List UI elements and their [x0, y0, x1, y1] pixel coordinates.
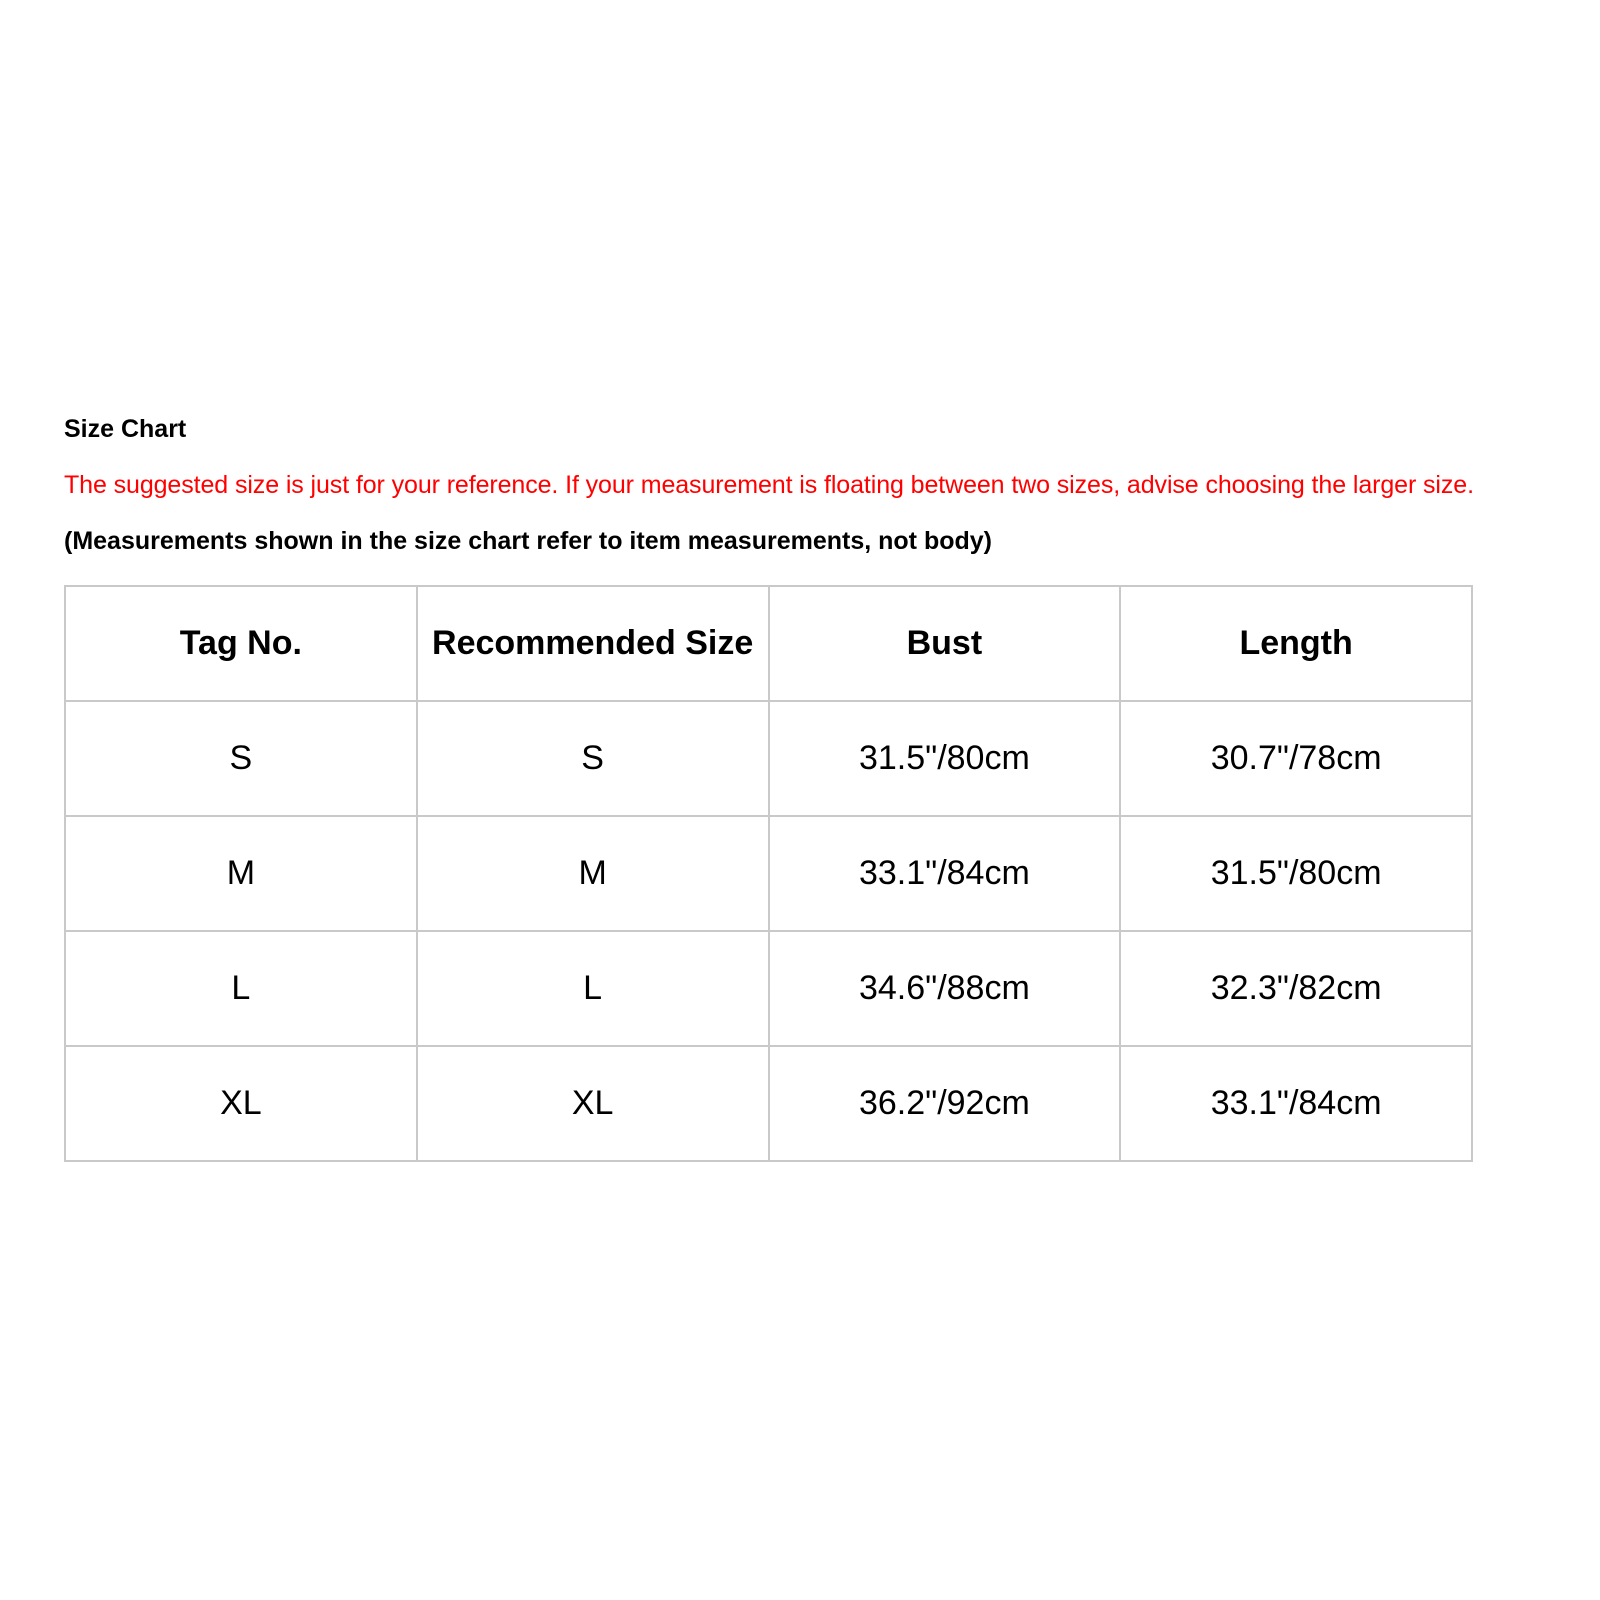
column-header-recommended-size: Recommended Size: [417, 586, 769, 701]
cell-recommended-size: S: [417, 701, 769, 816]
cell-recommended-size: L: [417, 931, 769, 1046]
cell-bust: 33.1"/84cm: [769, 816, 1121, 931]
column-header-tag-no: Tag No.: [65, 586, 417, 701]
cell-tag-no: S: [65, 701, 417, 816]
table-row: [65, 816, 1472, 931]
cell-length: 31.5"/80cm: [1120, 816, 1472, 931]
cell-bust: 31.5"/80cm: [769, 701, 1121, 816]
cell-tag-no: L: [65, 931, 417, 1046]
cell-length: 33.1"/84cm: [1120, 1046, 1472, 1161]
cell-bust: 36.2"/92cm: [769, 1046, 1121, 1161]
table-row: [65, 1046, 1472, 1161]
size-reference-notice: The suggested size is just for your reference. If your measurement is floating between two sizes, advise choosing the larger size.: [64, 471, 1474, 499]
cell-bust: 34.6"/88cm: [769, 931, 1121, 1046]
table-header-row: [65, 586, 1472, 701]
size-chart-title: Size Chart: [64, 415, 187, 443]
cell-recommended-size: M: [417, 816, 769, 931]
cell-tag-no: XL: [65, 1046, 417, 1161]
table-row: [65, 931, 1472, 1046]
cell-tag-no: M: [65, 816, 417, 931]
column-header-bust: Bust: [769, 586, 1121, 701]
cell-length: 30.7"/78cm: [1120, 701, 1472, 816]
column-header-length: Length: [1120, 586, 1472, 701]
measurement-note: (Measurements shown in the size chart refer to item measurements, not body): [64, 527, 992, 555]
table-row: [65, 701, 1472, 816]
size-table: [64, 585, 1473, 1162]
cell-length: 32.3"/82cm: [1120, 931, 1472, 1046]
cell-recommended-size: XL: [417, 1046, 769, 1161]
